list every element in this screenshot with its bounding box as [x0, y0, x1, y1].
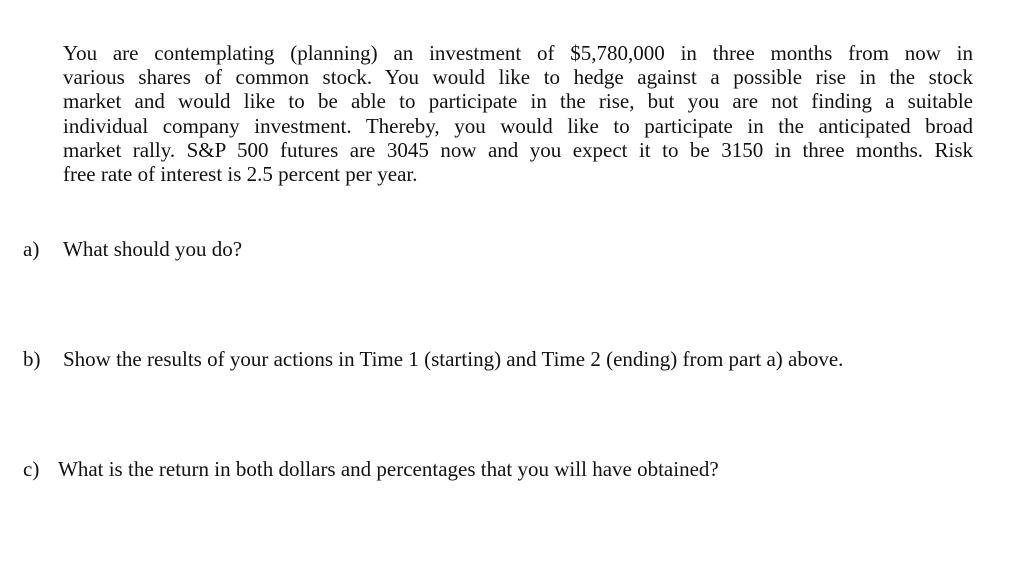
- intro-line: various shares of common stock. You would like to hedge against a possible rise in the stock: [63, 65, 973, 90]
- intro-line: individual company investment. Thereby, you would like to participate in the anticipated broad: [63, 113, 973, 138]
- intro-line: market and would like to be able to participate in the rise, but you are not finding a suitable: [63, 89, 973, 114]
- question-text: What should you do?: [63, 237, 243, 261]
- intro-line: market rally. S&P 500 futures are 3045 now and you expect it to be 3150 in three months. Risk: [63, 137, 973, 162]
- intro-paragraph: [63, 41, 973, 186]
- question-b: [23, 347, 843, 371]
- question-label: c): [23, 457, 40, 481]
- question-c: [23, 457, 719, 481]
- question-text: Show the results of your actions in Time 1 (starting) and Time 2 (ending) from part a) above.: [63, 347, 844, 371]
- intro-line: free rate of interest is 2.5 percent per year.: [63, 162, 418, 187]
- intro-line: You are contemplating (planning) an investment of $5,780,000 in three months from now in: [63, 41, 973, 65]
- question-label: b): [23, 347, 41, 371]
- question-label: a): [23, 237, 40, 261]
- question-text: What is the return in both dollars and percentages that you will have obtained?: [58, 457, 719, 481]
- question-a: [23, 237, 242, 261]
